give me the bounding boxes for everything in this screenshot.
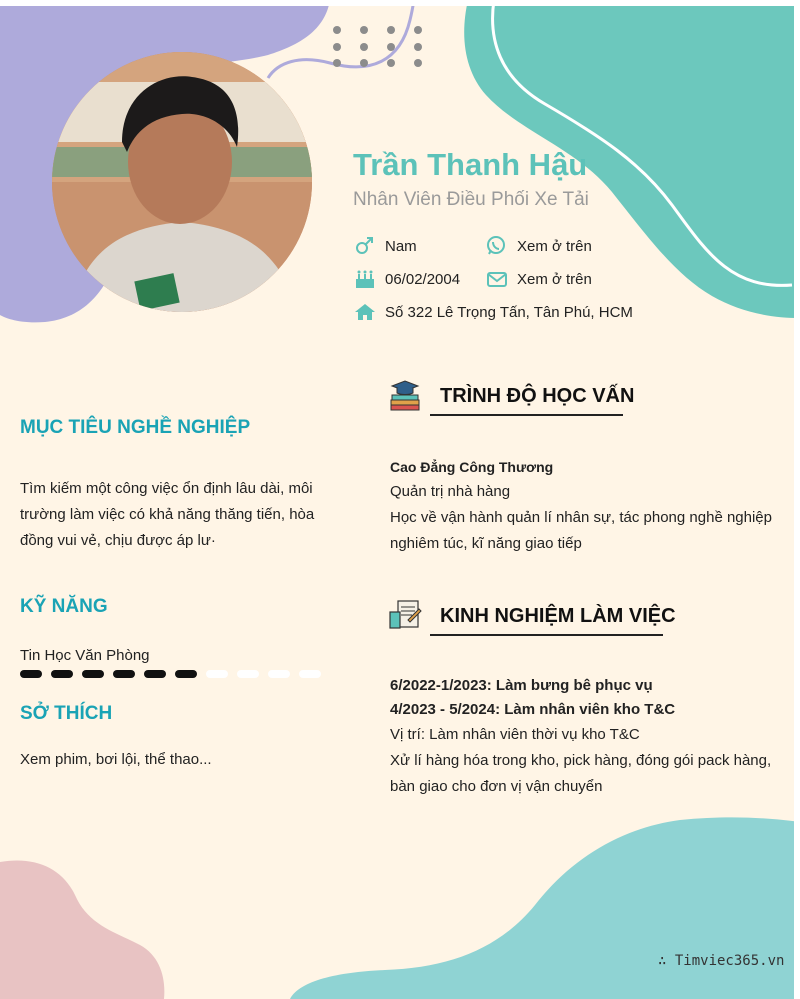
phone-icon: [486, 236, 508, 256]
gender-value: Nam: [385, 237, 417, 255]
experience-block: [390, 674, 780, 800]
experience-description: Xử lí hàng hóa trong kho, pick hàng, đóng gói pack hàng, bàn giao cho đơn vị vận chuyển: [390, 752, 772, 795]
hobbies-text: Xem phim, bơi lội, thể thao...: [20, 751, 212, 768]
experience-job-1: 6/2022-1/2023: Làm bưng bê phục vụ: [390, 677, 653, 694]
email-value: Xem ở trên: [517, 270, 592, 288]
skill-level-dash: [82, 670, 104, 678]
home-icon: [354, 302, 376, 322]
email-icon: [486, 269, 508, 289]
hobbies-title: SỞ THÍCH: [20, 703, 113, 724]
education-block: [390, 455, 780, 557]
objective-text: Tìm kiếm một công việc ổn định lâu dài, môi trường làm việc có khả năng thăng tiến, hòa đồng vui vẻ, chịu được áp lư·: [20, 480, 315, 549]
skill-level-dash: [51, 670, 73, 678]
info-email: [486, 269, 592, 289]
gender-icon: [354, 236, 376, 256]
work-experience-icon: [388, 598, 422, 632]
skill-level-dash: [113, 670, 135, 678]
info-address: [354, 302, 633, 322]
experience-title: KINH NGHIỆM LÀM VIỆC: [430, 605, 663, 636]
profile-photo: [52, 52, 312, 312]
phone-value: Xem ở trên: [517, 237, 592, 255]
experience-job-2: 4/2023 - 5/2024: Làm nhân viên kho T&C: [390, 701, 676, 718]
skill-level-dash: [206, 670, 228, 678]
skills-title: KỸ NĂNG: [20, 596, 108, 617]
experience-position: Vị trí: Làm nhân viên thời vụ kho T&C: [390, 726, 640, 743]
graduation-books-icon: [388, 378, 422, 412]
birthday-cake-icon: [354, 269, 376, 289]
skill-level-dash: [299, 670, 321, 678]
education-title: TRÌNH ĐỘ HỌC VẤN: [430, 385, 623, 416]
job-title: Nhân Viên Điều Phối Xe Tải: [353, 189, 589, 210]
objective-title: MỤC TIÊU NGHỀ NGHIỆP: [20, 417, 251, 438]
skill-name: Tin Học Văn Phòng: [20, 647, 150, 664]
info-phone: [486, 236, 592, 256]
skill-level-dash: [175, 670, 197, 678]
education-major: Quản trị nhà hàng: [390, 483, 511, 500]
skill-level-dash: [268, 670, 290, 678]
candidate-name: Trần Thanh Hậu: [353, 147, 588, 182]
info-birthday: [354, 269, 460, 289]
brand-watermark: ∴ Timviec365.vn: [658, 953, 785, 969]
education-school: Cao Đẳng Công Thương: [390, 459, 554, 475]
info-gender: [354, 236, 417, 256]
birthday-value: 06/02/2004: [385, 270, 461, 288]
education-description: Học về vận hành quản lí nhân sự, tác phong nghề nghiệp nghiêm túc, kĩ năng giao tiếp: [390, 509, 772, 552]
address-value: Số 322 Lê Trọng Tấn, Tân Phú, HCM: [385, 303, 633, 321]
skill-level-dash: [20, 670, 42, 678]
skill-level-dash: [237, 670, 259, 678]
skill-level-dash: [144, 670, 166, 678]
